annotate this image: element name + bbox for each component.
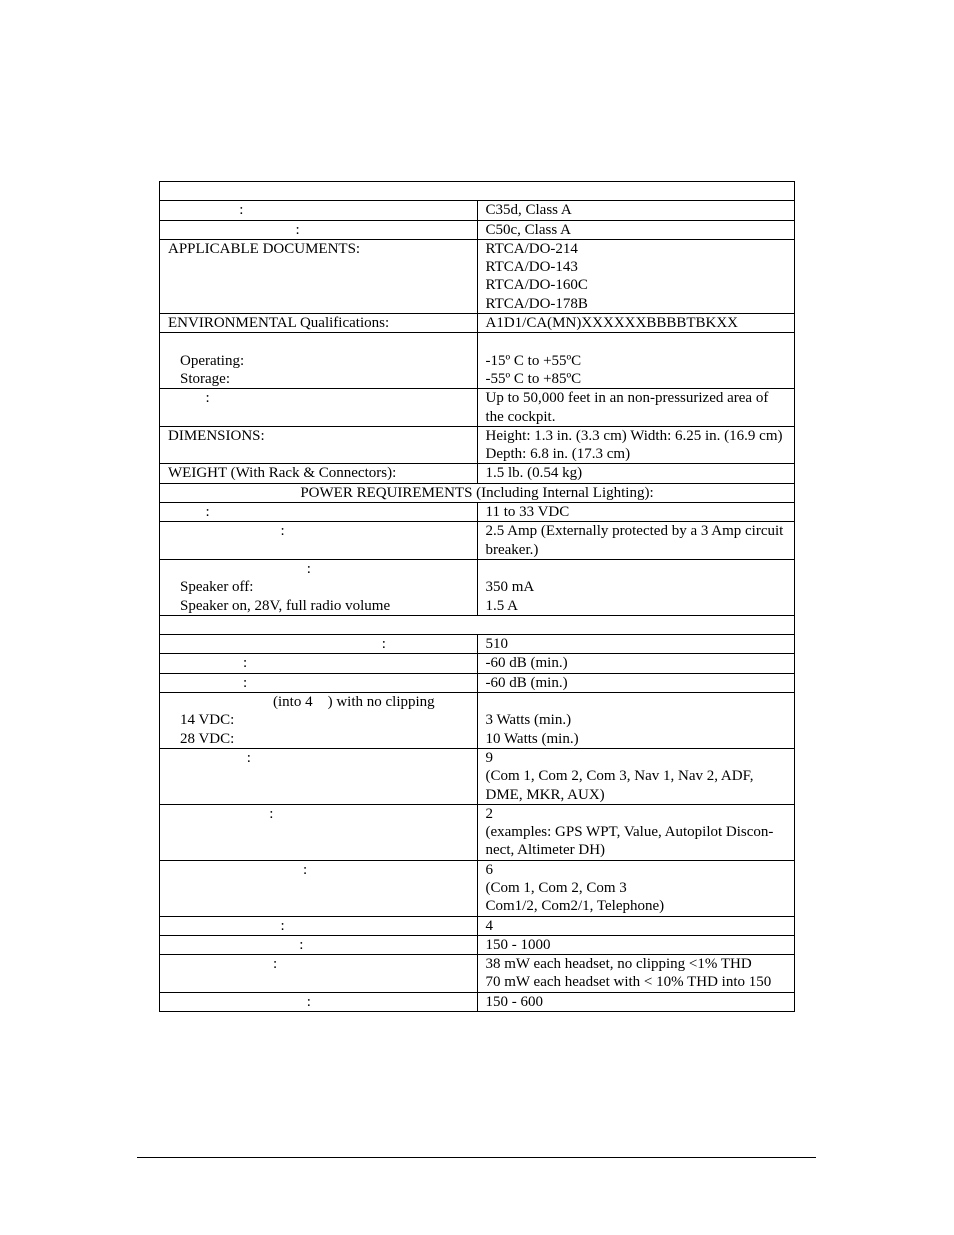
spec-label-cell bbox=[160, 464, 478, 483]
spec-label: : bbox=[168, 390, 210, 407]
spec-label: : bbox=[168, 956, 278, 973]
table-row bbox=[160, 635, 795, 654]
spec-value: 510 bbox=[485, 636, 508, 653]
spec-value: C35d, Class A bbox=[485, 202, 572, 219]
spec-label: : bbox=[168, 749, 251, 766]
table-row bbox=[160, 503, 795, 522]
spec-label-cell bbox=[160, 426, 478, 464]
spec-value: 2 bbox=[485, 805, 493, 822]
spec-label-cell bbox=[160, 559, 478, 615]
spec-value-cell bbox=[477, 654, 795, 673]
spec-label-cell bbox=[160, 503, 478, 522]
spec-label: : bbox=[168, 202, 244, 219]
table-row bbox=[160, 916, 795, 935]
spec-value: 38 mW each headset, no clipping <1% THD bbox=[485, 956, 752, 973]
spec-label: 14 VDC: bbox=[180, 712, 235, 729]
spec-label: Operating: bbox=[180, 352, 245, 369]
table-row bbox=[160, 693, 795, 749]
spec-value-cell bbox=[477, 748, 795, 804]
spec-label-cell bbox=[160, 201, 478, 220]
table-row bbox=[160, 654, 795, 673]
table-row bbox=[160, 182, 795, 201]
spec-value: 4 bbox=[485, 917, 493, 934]
spec-value: 1.5 lb. (0.54 kg) bbox=[485, 465, 583, 482]
table-row bbox=[160, 673, 795, 692]
spec-label: ENVIRONMENTAL Qualifications: bbox=[168, 315, 390, 332]
spec-label: : bbox=[168, 861, 308, 878]
spec-value-cell bbox=[477, 860, 795, 916]
spec-value-cell bbox=[477, 693, 795, 749]
spec-value: DME, MKR, AUX) bbox=[485, 786, 605, 803]
spec-value-cell bbox=[477, 935, 795, 954]
spec-value-cell bbox=[477, 673, 795, 692]
table-row bbox=[160, 333, 795, 389]
spec-label-cell bbox=[160, 748, 478, 804]
spec-label-cell bbox=[160, 804, 478, 860]
spec-value-cell bbox=[477, 522, 795, 560]
spec-value-cell bbox=[477, 220, 795, 239]
spec-value: 150 - 1000 bbox=[485, 936, 551, 953]
spec-value: the cockpit. bbox=[485, 408, 556, 425]
table-row bbox=[160, 955, 795, 993]
table-row bbox=[160, 522, 795, 560]
spec-value: -60 dB (min.) bbox=[485, 674, 568, 691]
spec-value: 3 Watts (min.) bbox=[485, 712, 572, 729]
spec-label-cell bbox=[160, 239, 478, 313]
spec-label: Speaker off: bbox=[180, 579, 254, 596]
spec-label: : bbox=[168, 560, 311, 577]
spec-label: 28 VDC: bbox=[180, 730, 235, 747]
section-header-text bbox=[168, 182, 786, 200]
spec-value-cell bbox=[477, 503, 795, 522]
spec-label-cell bbox=[160, 389, 478, 427]
table-row bbox=[160, 483, 795, 502]
spec-value: A1D1/CA(MN)XXXXXXBBBBTBKXX bbox=[485, 315, 739, 332]
specifications-table bbox=[159, 181, 795, 1012]
spec-label: Storage: bbox=[180, 370, 230, 387]
spec-value-cell bbox=[477, 635, 795, 654]
section-header-text: POWER REQUIREMENTS (Including Internal Lighting): bbox=[300, 484, 654, 501]
spec-value: -15º C to +55ºC bbox=[485, 352, 582, 369]
spec-value: RTCA/DO-214 bbox=[485, 240, 578, 257]
spec-value-cell bbox=[477, 333, 795, 389]
spec-value: Height: 1.3 in. (3.3 cm) Width: 6.25 in. (16.9 cm) bbox=[485, 427, 783, 444]
spec-value bbox=[486, 693, 787, 711]
spec-value-cell bbox=[477, 955, 795, 993]
table-row bbox=[160, 748, 795, 804]
spec-value: 350 mA bbox=[485, 579, 535, 596]
table-row bbox=[160, 389, 795, 427]
spec-label-cell bbox=[160, 992, 478, 1011]
table-row bbox=[160, 992, 795, 1011]
spec-label-cell bbox=[160, 635, 478, 654]
section-header-cell bbox=[160, 182, 795, 201]
table-row bbox=[160, 220, 795, 239]
spec-label-cell bbox=[160, 333, 478, 389]
spec-value: (Com 1, Com 2, Com 3 bbox=[485, 879, 627, 896]
table-row bbox=[160, 559, 795, 615]
spec-label-cell bbox=[160, 673, 478, 692]
spec-value-cell bbox=[477, 559, 795, 615]
spec-label-cell bbox=[160, 522, 478, 560]
section-header-cell bbox=[160, 483, 795, 502]
spec-label-cell bbox=[160, 935, 478, 954]
spec-value bbox=[486, 333, 787, 351]
spec-value: Depth: 6.8 in. (17.3 cm) bbox=[485, 446, 631, 463]
spec-value bbox=[486, 560, 787, 578]
spec-label-cell bbox=[160, 860, 478, 916]
spec-value: 9 bbox=[485, 749, 493, 766]
spec-value: 11 to 33 VDC bbox=[485, 504, 570, 521]
spec-value-cell bbox=[477, 804, 795, 860]
table-row bbox=[160, 935, 795, 954]
table-row bbox=[160, 804, 795, 860]
specifications-table-body bbox=[160, 182, 795, 1012]
spec-value: -60 dB (min.) bbox=[485, 655, 568, 672]
spec-value: (Com 1, Com 2, Com 3, Nav 1, Nav 2, ADF, bbox=[485, 768, 754, 785]
spec-value: RTCA/DO-178B bbox=[485, 295, 588, 312]
spec-label: : bbox=[168, 936, 304, 953]
spec-label: : bbox=[168, 655, 248, 672]
table-row bbox=[160, 860, 795, 916]
spec-label: : bbox=[168, 523, 285, 540]
spec-label-cell bbox=[160, 693, 478, 749]
spec-value: Up to 50,000 feet in an non-pressurized area of bbox=[485, 390, 769, 407]
spec-label: : bbox=[168, 674, 248, 691]
spec-value: (examples: GPS WPT, Value, Autopilot Discon- bbox=[485, 824, 774, 841]
table-row bbox=[160, 239, 795, 313]
spec-label: (into 4 ) with no clipping bbox=[168, 694, 435, 711]
spec-label: : bbox=[168, 917, 285, 934]
table-row bbox=[160, 314, 795, 333]
spec-value: C50c, Class A bbox=[485, 221, 571, 238]
spec-value-cell bbox=[477, 389, 795, 427]
spec-label-cell bbox=[160, 955, 478, 993]
spec-value: nect, Altimeter DH) bbox=[485, 842, 606, 859]
spec-value: RTCA/DO-143 bbox=[485, 259, 578, 276]
spec-value: 6 bbox=[485, 861, 493, 878]
spec-value-cell bbox=[477, 916, 795, 935]
spec-value: 150 - 600 bbox=[485, 993, 543, 1010]
spec-value: Com1/2, Com2/1, Telephone) bbox=[485, 898, 665, 915]
spec-label: : bbox=[168, 636, 386, 653]
spec-value: -55º C to +85ºC bbox=[485, 370, 582, 387]
footer-rule bbox=[137, 1157, 816, 1158]
spec-label-cell bbox=[160, 314, 478, 333]
spec-value: RTCA/DO-160C bbox=[485, 277, 588, 294]
section-header-text bbox=[168, 616, 786, 634]
spec-value: 1.5 A bbox=[485, 597, 519, 614]
spec-value: breaker.) bbox=[485, 541, 539, 558]
spec-label: Speaker on, 28V, full radio volume bbox=[180, 597, 391, 614]
spec-label: : bbox=[168, 805, 274, 822]
spec-value-cell bbox=[477, 992, 795, 1011]
spec-value-cell bbox=[477, 464, 795, 483]
spec-value-cell bbox=[477, 426, 795, 464]
spec-label bbox=[168, 333, 469, 351]
spec-label-cell bbox=[160, 220, 478, 239]
spec-label: : bbox=[168, 221, 300, 238]
section-header-cell bbox=[160, 615, 795, 634]
table-row bbox=[160, 426, 795, 464]
spec-label-cell bbox=[160, 916, 478, 935]
spec-value: 2.5 Amp (Externally protected by a 3 Amp circuit bbox=[485, 523, 784, 540]
spec-label: DIMENSIONS: bbox=[168, 427, 265, 444]
spec-label: WEIGHT (With Rack & Connectors): bbox=[168, 465, 397, 482]
spec-value-cell bbox=[477, 201, 795, 220]
spec-value-cell bbox=[477, 239, 795, 313]
spec-label: APPLICABLE DOCUMENTS: bbox=[168, 240, 361, 257]
spec-label: : bbox=[168, 993, 311, 1010]
spec-value-cell bbox=[477, 314, 795, 333]
spec-label: : bbox=[168, 504, 210, 521]
table-row bbox=[160, 615, 795, 634]
table-row bbox=[160, 464, 795, 483]
spec-label-cell bbox=[160, 654, 478, 673]
spec-value: 10 Watts (min.) bbox=[485, 730, 579, 747]
spec-value: 70 mW each headset with < 10% THD into 150 bbox=[485, 974, 772, 991]
table-row bbox=[160, 201, 795, 220]
